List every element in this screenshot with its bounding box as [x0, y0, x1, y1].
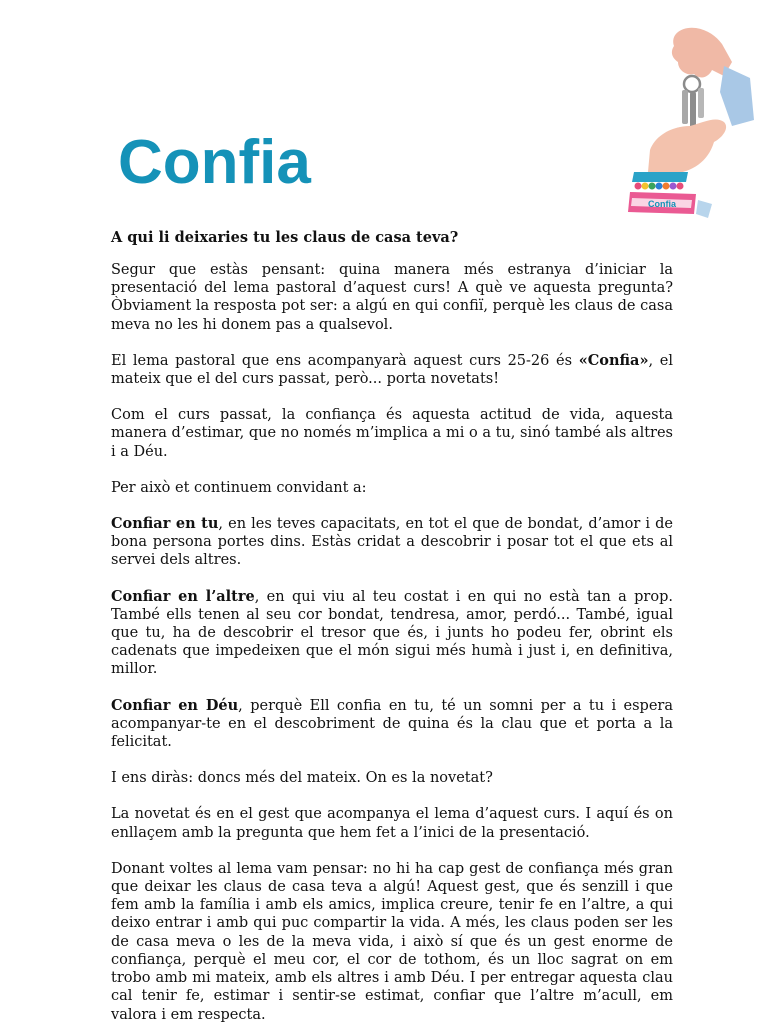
- key-1: [682, 90, 688, 124]
- bracelet-blue: [632, 172, 688, 182]
- wristband-label: Confia: [648, 199, 676, 209]
- upper-sleeve: [720, 66, 754, 126]
- wristband-tab: [696, 200, 712, 218]
- hands-keys-illustration: [612, 22, 762, 227]
- paragraph-keys-gesture: Donant voltes al lema vam pensar: no hi ha cap gest de confiança més gran que deixar les claus de casa teva a algú! Aquest gest, que és senzill i que fem amb la família i amb els amics, implica creure, tenir fe en l’altre, a qui deixo entrar i amb qui puc compartir la vida. A més, les claus poden ser les de casa meva o les de la meva vida, i això sí que és un gest enorme de confiança, perquè el meu cor, el cor de tothom, és un lloc sagrat on em trobo amb mi mateix, amb els altres i amb Déu. I per entregar aquesta clau cal tenir fe, estimar i sentir-se estimat, confiar que l’altre m’acull, em valora i em respecta.: [111, 860, 673, 1023]
- paragraph-trust: Com el curs passat, la confiança és aquesta actitud de vida, aquesta manera d’estimar, que no només m’implica a mi o a tu, sinó també als altres i a Déu.: [111, 407, 673, 460]
- paragraph-trust-other: Confiar en l’altre, en qui viu al teu costat i en qui no està tan a prop. També ells tenen al seu cor bondat, tendresa, amor, perdó... També, igual que tu, ha de descobrir el tresor que és, i junts ho podeu fer, obrint els cadenats que impedeixen que el món sigui més humà i just i, en definitiva, millor.: [111, 587, 673, 678]
- key-ring: [684, 76, 700, 92]
- paragraph-trust-god: Confiar en Déu, perquè Ell confia en tu, té un somni per a tu i espera acompanyar-te en el descobriment de quina és la clau que et porta a la felicitat.: [111, 696, 673, 751]
- key-3: [698, 88, 704, 118]
- upper-hand: [672, 28, 732, 78]
- lower-hand: [648, 119, 726, 174]
- motto-highlight: «Confia»: [578, 351, 649, 369]
- paragraph-trust-yourself: Confiar en tu, en les teves capacitats, en tot el que de bondat, d’amor i de bona persona portes dins. Estàs cridat a descobrir i posar tot el que ets al servei dels altres.: [111, 515, 673, 569]
- paragraph-invite: Per això et continuem convidant a:: [111, 479, 367, 496]
- bead-bracelet: [635, 183, 684, 190]
- paragraph-novelty-question: I ens diràs: doncs més del mateix. On es la novetat?: [111, 770, 493, 787]
- opening-question: A qui li deixaries tu les claus de casa teva?: [111, 229, 459, 246]
- paragraph-intro: Segur que estàs pensant: quina manera més estranya d’iniciar la presentació del lema pastoral d’aquest curs! A què ve aquesta pregunta? Òbviament la resposta pot ser: a algú en qui confiï, perquè les claus de casa meva no les hi donem pas a qualsevol.: [111, 262, 673, 333]
- paragraph-novelty: La novetat és en el gest que acompanya el lema d’aquest curs. I aquí és on enllaçem amb la pregunta que hem fet a l’inici de la presentació.: [111, 806, 673, 841]
- page-title: Confia: [118, 128, 311, 197]
- paragraph-motto: El lema pastoral que ens acompanyarà aquest curs 25-26 és «Confia», el mateix que el del curs passat, però... porta novetats!: [111, 351, 674, 388]
- body-text: [111, 261, 673, 1024]
